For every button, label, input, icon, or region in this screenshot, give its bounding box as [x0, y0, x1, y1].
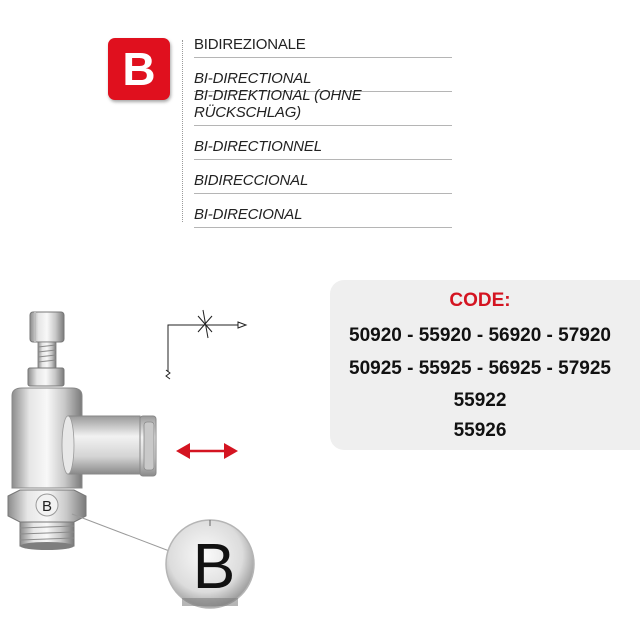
- language-item-it: BIDIREZIONALE: [194, 32, 452, 58]
- language-item-fr: BI-DIRECTIONNEL: [194, 126, 452, 160]
- code-line: 55926: [453, 420, 507, 441]
- code-title: CODE:: [449, 290, 511, 311]
- bidirectional-arrow-icon: [176, 443, 238, 459]
- flow-control-symbol: [166, 310, 246, 379]
- fitting-body: [8, 312, 156, 550]
- badge-letter: B: [122, 43, 156, 95]
- code-line: 50920 - 55920 - 56920 - 57920: [349, 325, 611, 346]
- code-line: 50925 - 55925 - 56925 - 57925: [349, 358, 611, 379]
- language-item-en: BI-DIRECTIONAL: [194, 58, 452, 92]
- zoom-marking: B: [192, 530, 236, 602]
- zoom-circle: [166, 520, 254, 608]
- language-item-pt: BI-DIRECIONAL: [194, 194, 452, 228]
- body-marking: B: [41, 498, 53, 515]
- language-item-de: BI-DIREKTIONAL (OHNE RÜCKSCHLAG): [194, 92, 452, 126]
- code-line: 55922: [453, 390, 507, 411]
- language-item-es: BIDIRECCIONAL: [194, 160, 452, 194]
- zoom-leader-line: [72, 514, 172, 552]
